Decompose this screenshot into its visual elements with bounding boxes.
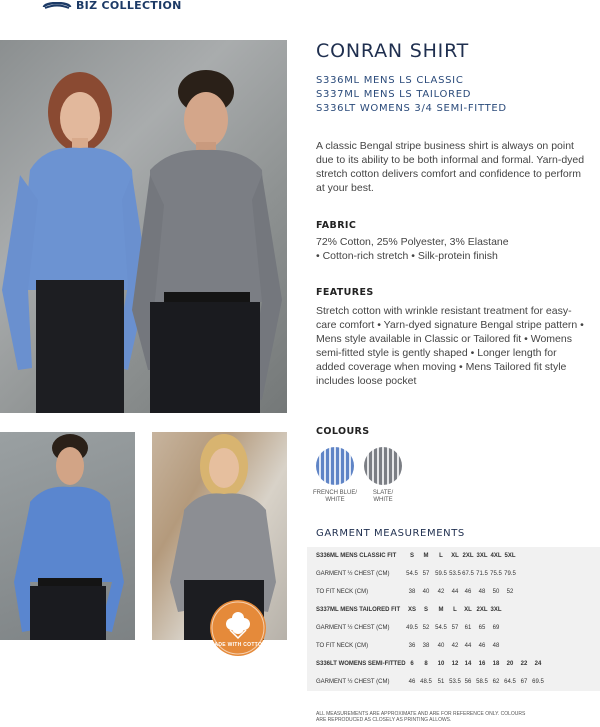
size-label: 8	[424, 661, 428, 667]
table-row	[307, 673, 600, 691]
measure-value: 53.5	[449, 679, 461, 685]
code-line: S337ML MENS LS TAILORED	[316, 89, 472, 100]
measure-value: 79.5	[504, 571, 516, 577]
size-label: 12	[451, 661, 459, 667]
measure-value: 40	[422, 589, 430, 595]
swatch-french-blue	[316, 447, 354, 485]
size-label: 18	[492, 661, 500, 667]
swatch-label-line: WHITE	[325, 497, 345, 503]
code-line: S336LT WOMENS 3/4 SEMI-FITTED	[316, 103, 507, 114]
table-row	[307, 637, 600, 655]
measure-value: 51	[437, 679, 445, 685]
measure-value: 75.5	[490, 571, 502, 577]
measure-value: 64.5	[504, 679, 516, 685]
swatch-label-line: WHITE	[373, 497, 393, 503]
measure-value: 67	[520, 679, 528, 685]
measurements-heading: GARMENT MEASUREMENTS	[316, 528, 465, 539]
measure-value: 62	[492, 679, 500, 685]
measure-value: 54.5	[406, 571, 418, 577]
measure-value: 52	[422, 625, 430, 631]
measure-value: 57	[451, 625, 459, 631]
size-label: 5XL	[504, 553, 516, 559]
measurements-footnote: ALL MEASUREMENTS ARE APPROXIMATE AND ARE FOR REFERENCE ONLY. COLOURS ARE REPRODUCED AS CLOSELY AS PRINTING ALLOWS.	[316, 711, 526, 723]
code-line: S336ML MENS LS CLASSIC	[316, 75, 464, 86]
size-label: 20	[506, 661, 514, 667]
swoosh-icon	[42, 2, 72, 12]
table-row	[307, 565, 600, 583]
colours-heading: COLOURS	[316, 426, 370, 437]
measure-value: 58.5	[476, 679, 488, 685]
product-title: CONRAN SHIRT	[316, 40, 470, 62]
measure-value: 44	[451, 589, 459, 595]
size-label: 2XL	[462, 553, 474, 559]
measurements-table	[307, 547, 600, 691]
measure-value: 40	[437, 643, 445, 649]
measure-value: 57	[422, 571, 430, 577]
measure-value: 46	[464, 589, 472, 595]
features-heading: FEATURES	[316, 287, 374, 298]
brand-logo	[42, 0, 182, 13]
swatch-label-line: FRENCH BLUE/	[312, 490, 357, 496]
swatch-slate	[364, 447, 402, 485]
size-label: 2XL	[476, 607, 488, 613]
product-description: A classic Bengal stripe business shirt is always on point due to its ability to be both informal and formal. Yarn-dyed stretch cotton delivers comfort and confidence to perform at your best.	[316, 140, 585, 194]
measure-value: 38	[422, 643, 430, 649]
size-label: XL	[464, 607, 472, 613]
measure-value: 65	[478, 625, 486, 631]
product-codes	[316, 74, 507, 116]
fabric-heading: FABRIC	[316, 220, 357, 231]
fit-name: S336ML MENS CLASSIC FIT	[316, 553, 397, 559]
size-label: 14	[464, 661, 472, 667]
table-row	[307, 583, 600, 601]
size-label: M	[423, 553, 429, 559]
measure-value: 49.5	[406, 625, 418, 631]
hero-photo	[0, 40, 287, 413]
measure-value: 69	[492, 625, 500, 631]
measure-label: GARMENT ½ CHEST (CM)	[316, 625, 390, 631]
size-label: 6	[410, 661, 414, 667]
measure-value: 56	[464, 679, 472, 685]
measure-value: 36	[408, 643, 416, 649]
size-label: L	[453, 607, 457, 613]
measure-value: 46	[408, 679, 416, 685]
measure-value: 48	[478, 589, 486, 595]
measure-value: 52	[506, 589, 514, 595]
measure-value: 42	[437, 589, 445, 595]
features-text: Stretch cotton with wrinkle resistant treatment for easy-care comfort • Yarn-dyed signature Bengal stripe pattern • Mens style available in Classic or Tailored fit • Womens semi-fitted style is gently shaped • Longer length for added coverage when moving • Mens Tailored fit style includes loose pocket	[316, 305, 584, 387]
size-label: S	[409, 553, 414, 559]
fit-name: S337ML MENS TAILORED FIT	[316, 607, 401, 613]
fabric-attributes: • Cotton-rich stretch • Silk-protein finish	[316, 250, 498, 262]
measure-label: TO FIT NECK (CM)	[316, 643, 369, 649]
measure-value: 38	[408, 589, 416, 595]
measure-value: 67.5	[462, 571, 474, 577]
measure-value: 44	[464, 643, 472, 649]
measure-value: 61	[464, 625, 472, 631]
badge-text: MADE WITH COTTON	[209, 642, 267, 648]
size-label: M	[438, 607, 444, 613]
brand-name: BIZ COLLECTION	[76, 0, 182, 12]
fabric-composition: 72% Cotton, 25% Polyester, 3% Elastane	[316, 236, 509, 248]
size-label: XL	[451, 553, 459, 559]
measure-label: GARMENT ½ CHEST (CM)	[316, 571, 390, 577]
table-header-row	[307, 655, 600, 673]
swatch-label-line: SLATE/	[372, 490, 394, 496]
size-label: 24	[534, 661, 542, 667]
measure-value: 42	[451, 643, 459, 649]
size-label: 16	[478, 661, 486, 667]
size-label: 3XL	[476, 553, 488, 559]
size-label: XS	[407, 607, 416, 613]
size-label: S	[423, 607, 428, 613]
measure-value: 50	[492, 589, 500, 595]
mens-photo	[0, 432, 135, 640]
measure-value: 54.5	[435, 625, 447, 631]
table-row	[307, 619, 600, 637]
measure-value: 59.5	[435, 571, 447, 577]
measure-value: 48	[492, 643, 500, 649]
swatch-label	[355, 490, 411, 504]
size-label: 3XL	[490, 607, 502, 613]
table-header-row	[307, 547, 600, 565]
measure-value: 46	[478, 643, 486, 649]
fit-name: S336LT WOMENS SEMI-FITTED	[316, 661, 406, 667]
size-label: 10	[437, 661, 445, 667]
measure-value: 53.5	[449, 571, 461, 577]
size-label: 22	[520, 661, 528, 667]
measure-label: GARMENT ½ CHEST (CM)	[316, 679, 390, 685]
table-header-row	[307, 601, 600, 619]
measure-value: 71.5	[476, 571, 488, 577]
size-label: 4XL	[490, 553, 502, 559]
size-label: L	[439, 553, 443, 559]
measure-value: 48.5	[420, 679, 432, 685]
measure-label: TO FIT NECK (CM)	[316, 589, 369, 595]
measure-value: 69.5	[532, 679, 544, 685]
